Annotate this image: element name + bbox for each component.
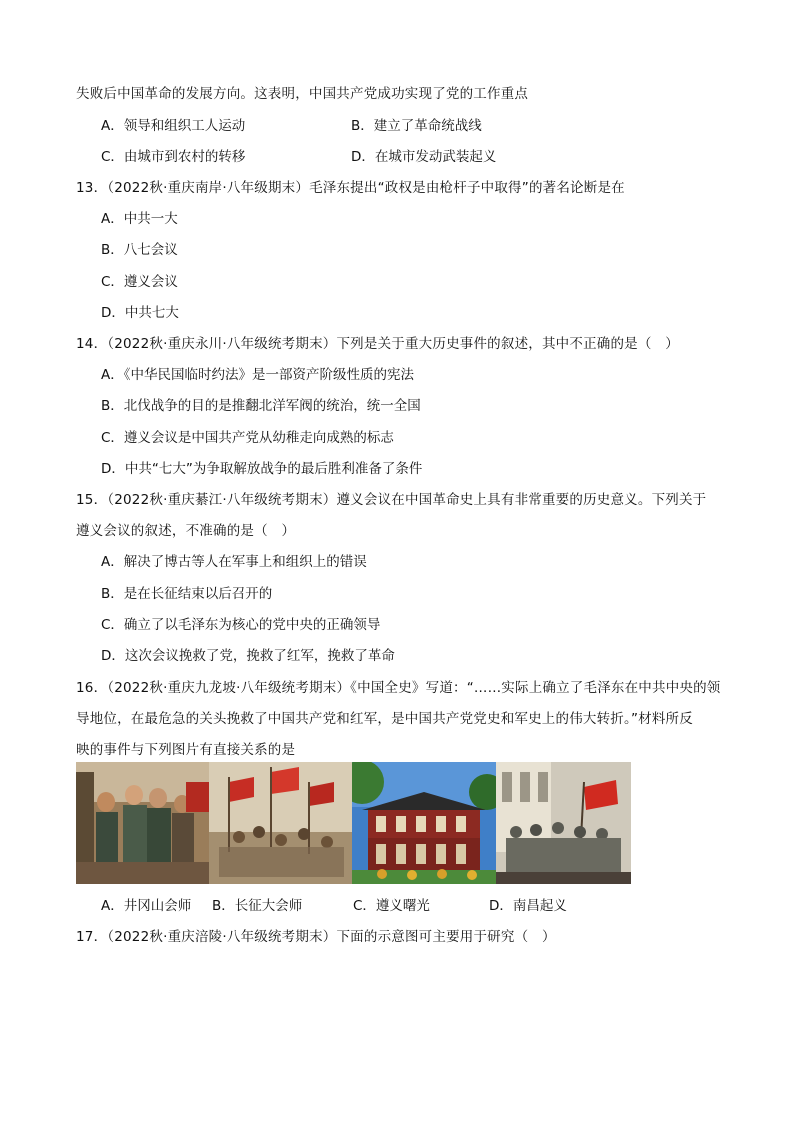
q16-caption-d: D．南昌起义 bbox=[489, 898, 567, 914]
q16-stem-line2: 导地位，在最危急的关头挽救了中国共产党和红军，是中国共产党党史和军史上的伟大转折。”材料所反 bbox=[76, 711, 693, 727]
q15-stem-line2: 遵义会议的叙述，不准确的是（ ） bbox=[76, 523, 296, 539]
q12-option-b: B．建立了革命统战线 bbox=[351, 118, 482, 134]
q16-stem-line3: 映的事件与下列图片有直接关系的是 bbox=[76, 742, 296, 758]
q13-option-d: D．中共七大 bbox=[101, 305, 179, 321]
q16-caption-a: A．井冈山会师 bbox=[101, 898, 192, 914]
jinggangshan-meeting-painting bbox=[76, 762, 209, 884]
q14-option-b: B．北伐战争的目的是推翻北洋军阀的统治，统一全国 bbox=[101, 398, 421, 414]
q14-option-a: A．《中华民国临时约法》是一部资产阶级性质的宪法 bbox=[101, 367, 414, 383]
q12-option-c: C．由城市到农村的转移 bbox=[101, 149, 246, 165]
q13-stem: 13．（2022秋·重庆南岸·八年级期末）毛泽东提出“政权是由枪杆子中取得”的著名论断是在 bbox=[76, 180, 625, 196]
q16-stem-line1: 16．（2022秋·重庆九龙坡·八年级统考期末）《中国全史》写道：“……实际上确立了毛泽东在中共中央的领 bbox=[76, 680, 721, 696]
q15-option-a: A．解决了博古等人在军事上和组织上的错误 bbox=[101, 554, 367, 570]
q15-option-d: D．这次会议挽救了党，挽救了红军，挽救了革命 bbox=[101, 648, 395, 664]
long-march-reunion-painting bbox=[209, 762, 352, 884]
q14-option-c: C．遵义会议是中国共产党从幼稚走向成熟的标志 bbox=[101, 430, 394, 446]
q13-option-c: C．遵义会议 bbox=[101, 274, 178, 290]
q16-picture-strip bbox=[76, 762, 631, 884]
zunyi-meeting-site-photo bbox=[352, 762, 496, 884]
q15-option-c: C．确立了以毛泽东为核心的党中央的正确领导 bbox=[101, 617, 381, 633]
q17-stem: 17．（2022秋·重庆涪陵·八年级统考期末）下面的示意图可主要用于研究（ ） bbox=[76, 929, 556, 945]
q16-caption-b: B．长征大会师 bbox=[212, 898, 303, 914]
q14-stem: 14．（2022秋·重庆永川·八年级统考期末）下列是关于重大历史事件的叙述，其中不正确的是（ ） bbox=[76, 336, 679, 352]
q13-option-b: B．八七会议 bbox=[101, 242, 178, 258]
q12-option-a: A．领导和组织工人运动 bbox=[101, 118, 246, 134]
q12-option-d: D．在城市发动武装起义 bbox=[351, 149, 497, 165]
nanchang-uprising-painting bbox=[496, 762, 631, 884]
q15-option-b: B．是在长征结束以后召开的 bbox=[101, 586, 273, 602]
q14-option-d: D．中共“七大”为争取解放战争的最后胜利准备了条件 bbox=[101, 461, 423, 477]
q13-option-a: A．中共一大 bbox=[101, 211, 178, 227]
q12-stem-continuation: 失败后中国革命的发展方向。这表明，中国共产党成功实现了党的工作重点 bbox=[76, 86, 529, 102]
q16-caption-c: C．遵义曙光 bbox=[353, 898, 430, 914]
q15-stem-line1: 15．（2022秋·重庆綦江·八年级统考期末）遵义会议在中国革命史上具有非常重要的历史意义。下列关于 bbox=[76, 492, 707, 508]
